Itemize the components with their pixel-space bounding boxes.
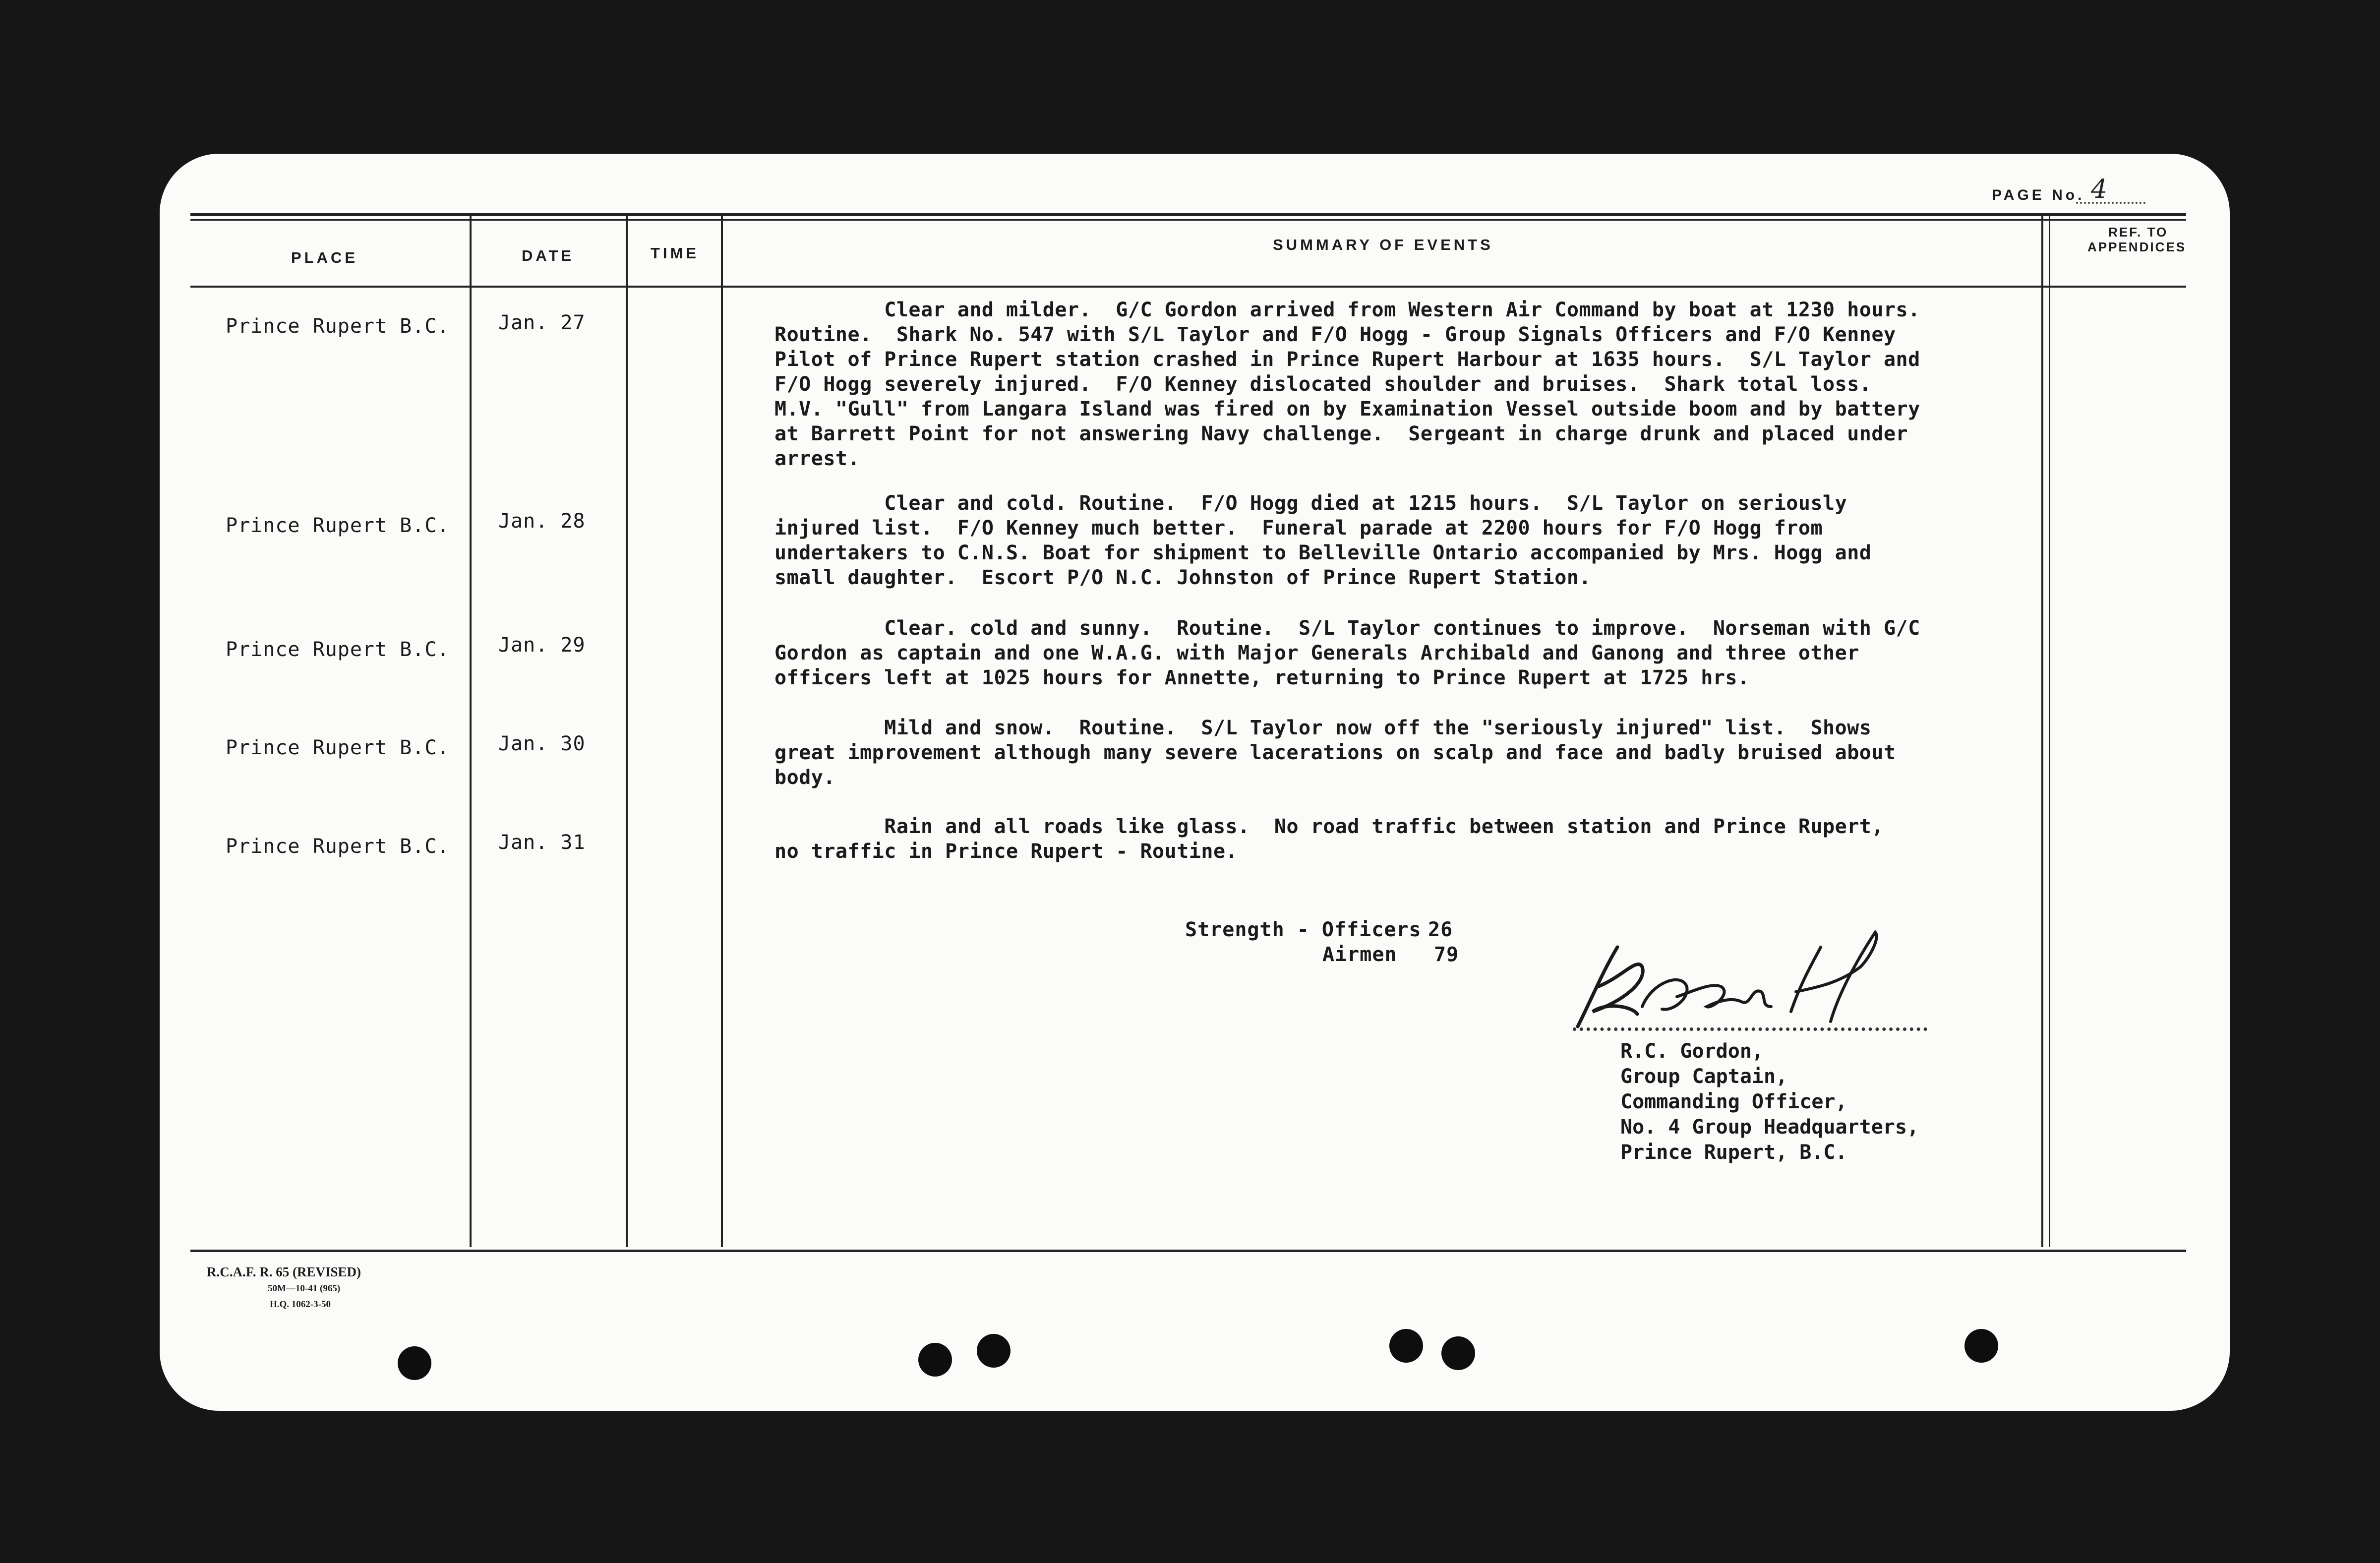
punch-hole	[398, 1346, 431, 1380]
signature-dotted-line	[1573, 1027, 1927, 1031]
divider-summary-ref-2	[2049, 216, 2050, 1247]
entry-date: Jan. 31	[498, 831, 586, 854]
strength-airmen-value: 79	[1434, 943, 1459, 966]
entry-summary: Mild and snow. Routine. S/L Taylor now off the "seriously injured" list. Shows great improvement although many severe lacerations on scalp and face and badly bruised about body.	[774, 717, 1896, 789]
signatory-name: R.C. Gordon,	[1620, 1040, 1764, 1063]
entry-date: Jan. 30	[498, 732, 586, 755]
divider-place-date	[470, 216, 472, 1247]
entry-summary: Clear and cold. Routine. F/O Hogg died at 1215 hours. S/L Taylor on seriously injured list. F/O Kenney much better. Funeral parade at 2200 hours for F/O Hogg from undertakers to C.N.S. Boat for shipment to Belleville Ontario accompanied by Mrs. Hogg and small daughter. Escort P/O N.C. Johnston of Prince Rupert Station.	[774, 492, 1872, 589]
page-number-dotted-line	[2076, 202, 2145, 204]
handwritten-signature	[1563, 927, 1920, 1036]
entry-summary: Rain and all roads like glass. No road traffic between station and Prince Rupert, no traffic in Prince Rupert - Routine.	[774, 815, 1884, 863]
column-header-date: DATE	[522, 247, 575, 264]
bottom-rule	[190, 1250, 2186, 1252]
form-hq-code: H.Q. 1062-3-50	[270, 1299, 331, 1310]
strength-officers-value: 26	[1428, 918, 1453, 941]
column-header-place: PLACE	[291, 249, 358, 266]
entry-summary: Clear. cold and sunny. Routine. S/L Taylor continues to improve. Norseman with G/C Gordon as captain and one W.A.G. with Major Generals Archibald and Ganong and three other officers left at 1025 hours for Annette, returning to Prince Rupert at 1725 hrs.	[774, 617, 1920, 689]
page-number-label: PAGE No.	[1992, 187, 2085, 203]
top-rule-thin	[190, 219, 2186, 221]
entry-place: Prince Rupert B.C.	[226, 835, 450, 858]
column-header-time: TIME	[651, 244, 700, 262]
form-print-code: 50M—10-41 (965)	[268, 1283, 341, 1294]
entry-place: Prince Rupert B.C.	[226, 736, 450, 759]
column-header-ref-line1: REF. TO	[2108, 225, 2168, 240]
punch-hole	[918, 1343, 952, 1377]
entry-date: Jan. 27	[498, 311, 586, 334]
signatory-rank: Group Captain,	[1620, 1065, 1788, 1088]
entry-place: Prince Rupert B.C.	[226, 315, 450, 338]
punch-hole	[1441, 1336, 1475, 1370]
header-rule	[190, 286, 2186, 288]
top-rule	[190, 213, 2186, 216]
signatory-location: Prince Rupert, B.C.	[1620, 1141, 1847, 1164]
column-header-ref-line2: APPENDICES	[2087, 240, 2187, 254]
entry-place: Prince Rupert B.C.	[226, 514, 450, 537]
signatory-unit: No. 4 Group Headquarters,	[1620, 1116, 1919, 1139]
punch-hole	[977, 1334, 1011, 1368]
strength-airmen-label: Airmen	[1322, 943, 1397, 966]
punch-hole	[1389, 1329, 1423, 1363]
document-card	[160, 154, 2230, 1411]
entry-summary: Clear and milder. G/C Gordon arrived from Western Air Command by boat at 1230 hours. Routine. Shark No. 547 with S/L Taylor and F/O Hogg - Group Signals Officers and F/O Kenney Pilot of Prince Rupert station crashed in Prince Rupert Harbour at 1635 hours. S/L Taylor and F/O Hogg severely injured. F/O Kenney dislocated shoulder and bruises. Shark total loss. M.V. "Gull" from Langara Island was fired on by Examination Vessel outside boom and by battery at Barrett Point for not answering Navy challenge. Sergeant in charge drunk and placed under arrest.	[774, 299, 1920, 470]
entry-date: Jan. 29	[498, 634, 586, 657]
entry-place: Prince Rupert B.C.	[226, 638, 450, 661]
punch-hole	[1964, 1329, 1998, 1363]
divider-summary-ref	[2041, 216, 2043, 1247]
signatory-role: Commanding Officer,	[1620, 1090, 1847, 1113]
column-header-summary: SUMMARY OF EVENTS	[1273, 236, 1493, 253]
divider-time-summary	[721, 216, 723, 1247]
form-identifier: R.C.A.F. R. 65 (REVISED)	[207, 1264, 361, 1279]
page-number-value: 4	[2091, 175, 2108, 204]
divider-date-time	[626, 216, 628, 1247]
entry-date: Jan. 28	[498, 510, 586, 533]
strength-officers-label: Strength - Officers	[1185, 918, 1422, 941]
